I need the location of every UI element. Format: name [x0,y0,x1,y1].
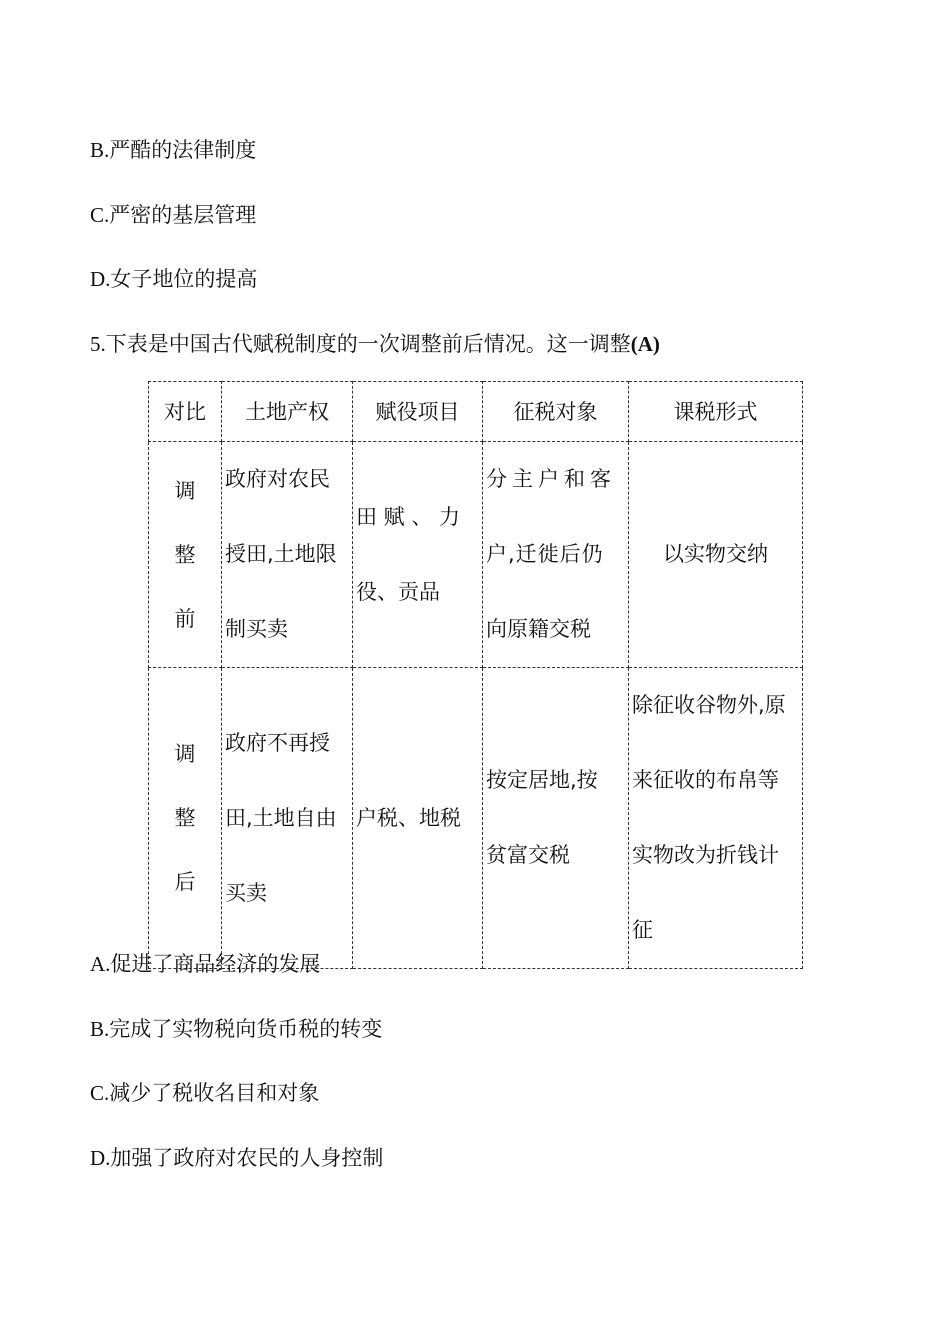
objects-cell [483,442,629,668]
question-5 [90,330,660,358]
cell-line: 户,迁徙后仍 [486,542,604,566]
table-header-row [149,382,803,442]
option-text: 女子地位的提高 [110,267,258,291]
items-cell [353,668,483,969]
question-text: 下表是中国古代赋税制度的一次调整前后情况。这一调整 [105,332,631,356]
cell-line: 贫富交税 [486,843,570,867]
option-b-top [90,136,256,164]
land-cell [222,668,353,969]
form-cell [629,442,803,668]
option-b [90,1015,382,1043]
option-prefix: C. [90,1081,110,1105]
option-prefix: B. [90,138,110,162]
cell-line: 役、贡品 [356,579,440,604]
cell-line: 征 [632,918,653,942]
header-cell: 土地产权 [222,382,353,442]
cell-line: 授田,土地限 [225,542,337,566]
cell-line: 田 赋 、 力 [356,504,461,529]
row-label-char: 整 [174,806,196,830]
row-label [149,668,222,969]
question-answer: (A) [630,332,660,356]
row-label-char: 前 [174,606,196,631]
cell-line: 政府对农民 [225,467,330,491]
row-label-char: 调 [174,478,196,503]
row-label [149,442,222,668]
land-cell [222,442,353,668]
option-prefix: B. [90,1017,110,1041]
option-prefix: D. [90,267,111,291]
objects-cell [483,668,629,969]
header-cell: 赋役项目 [353,382,483,442]
cell-line: 田,土地自由 [225,805,337,830]
cell-line: 实物改为折钱计 [632,843,779,867]
table-row [149,668,803,969]
option-prefix: C. [90,203,110,227]
option-text: 加强了政府对农民的人身控制 [110,1146,384,1170]
cell-line: 按定居地,按 [486,768,598,792]
option-text: 促进了商品经济的发展 [110,952,321,976]
row-label-char: 调 [174,742,196,766]
cell-line: 分主户和客 [486,467,616,491]
option-a [90,950,320,978]
cell-line: 制买卖 [225,617,288,641]
option-text: 减少了税收名目和对象 [109,1081,320,1105]
option-text: 严酷的法律制度 [109,138,257,162]
option-prefix: D. [90,1146,111,1170]
cell-line: 政府不再授 [225,730,330,755]
header-cell: 征税对象 [483,382,629,442]
cell-line: 向原籍交税 [486,617,591,641]
items-cell [353,442,483,668]
row-label-char: 整 [174,542,196,567]
cell-line: 户税、地税 [356,805,461,830]
option-d-top [90,265,257,293]
question-number: 5. [90,332,106,356]
cell-line: 除征收谷物外,原 [632,693,786,717]
tax-comparison-table [148,381,803,969]
option-text: 严密的基层管理 [109,203,257,227]
cell-line: 买卖 [225,880,267,905]
cell-line: 来征收的布帛等 [632,768,779,792]
table-row [149,442,803,668]
cell-line: 以实物交纳 [663,542,768,566]
option-c [90,1079,319,1107]
option-prefix: A. [90,952,111,976]
header-cell: 课税形式 [629,382,803,442]
option-d [90,1144,383,1172]
header-cell: 对比 [149,382,222,442]
option-text: 完成了实物税向货币税的转变 [109,1017,383,1041]
option-c-top [90,201,256,229]
form-cell [629,668,803,969]
row-label-char: 后 [174,870,196,894]
